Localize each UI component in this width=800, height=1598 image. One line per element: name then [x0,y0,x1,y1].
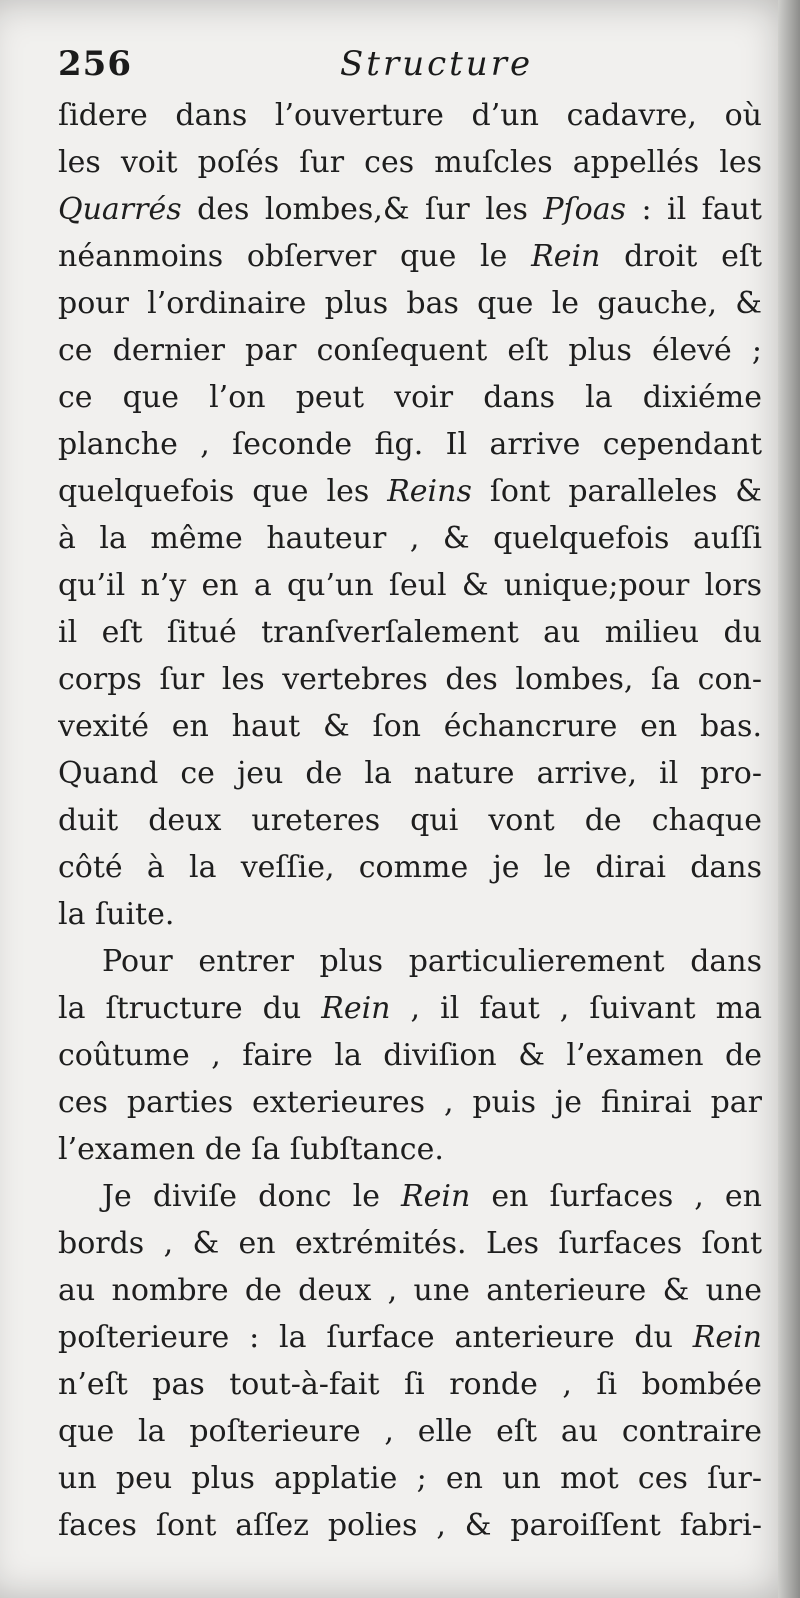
text-segment: ſidere dans l’ouverture d’un cadavre, où [58,98,762,133]
page-number: 256 [58,44,132,84]
text-segment: au nombre de deux , une anterieure & une [58,1273,762,1308]
text-segment: il eſt ſitué tranſverſalement au milieu du [58,615,762,650]
text-segment: un peu plus applatie ; en un mot ces ſur- [58,1461,762,1496]
text-segment: faces ſont aſſez polies , & paroiſſent fabri- [58,1508,762,1543]
text-line [58,1126,762,1173]
text-line [58,1173,762,1220]
text-line [58,1032,762,1079]
text-segment: pour l’ordinaire plus bas que le gauche, & [58,286,762,321]
text-segment: droit eſt [600,239,762,274]
text-line [58,703,762,750]
text-line [58,1220,762,1267]
italic-term: Rein [401,1179,471,1214]
text-segment: l’examen de ſa ſubſtance. [58,1132,444,1167]
text-line [58,92,762,139]
text-segment: à la même hauteur , & quelquefois auſſi [58,521,762,556]
italic-term: Reins [387,474,472,509]
italic-term: Quarrés [58,192,182,227]
text-line [58,280,762,327]
text-segment: , il faut , ſuivant ma [390,991,762,1026]
text-segment: quelquefois que les [58,474,388,509]
text-segment: coûtume , faire la diviſion & l’examen de [58,1038,762,1073]
text-segment: duit deux ureteres qui vont de chaque [58,803,762,838]
running-title: Structure [340,44,534,84]
italic-term: Rein [531,239,601,274]
text-segment: des lombes,& ſur les [181,192,544,227]
text-segment: ces parties exterieures , puis je finirai par [58,1085,762,1120]
page-gutter-shadow [778,0,800,1598]
text-segment: corps ſur les vertebres des lombes, ſa con- [58,662,762,697]
text-segment: côté à la veſſie, comme je le dirai dans [58,850,762,885]
text-segment: la ſuite. [58,897,175,932]
text-line [58,609,762,656]
text-segment: bords , & en extrémités. Les ſurfaces ſont [58,1226,762,1261]
text-line [58,1361,762,1408]
text-segment: : il faut [626,192,762,227]
text-segment: ſont paralleles & [471,474,762,509]
text-segment: les voit poſés ſur ces muſcles appellés les [58,145,762,180]
text-line [58,1267,762,1314]
text-line [58,374,762,421]
page-header [58,44,758,92]
text-segment: poſterieure : la ſurface anterieure du [58,1320,693,1355]
text-segment: ce que l’on peut voir dans la dixiéme [58,380,762,415]
text-line [58,327,762,374]
text-segment: planche , ſeconde fig. Il arrive cependant [58,427,762,462]
text-line [58,515,762,562]
text-segment: la ſtructure du [58,991,322,1026]
text-segment: Quand ce jeu de la nature arrive, il pro- [58,756,762,791]
text-segment: vexité en haut & ſon échancrure en bas. [58,709,762,744]
text-line [58,1455,762,1502]
text-segment: en ſurfaces , en [470,1179,762,1214]
text-line [58,891,762,938]
italic-term: Rein [692,1320,762,1355]
text-line [58,1314,762,1361]
text-line [58,1502,762,1549]
text-segment: que la poſterieure , elle eſt au contraire [58,1414,762,1449]
text-line [58,656,762,703]
text-segment: néanmoins obſerver que le [58,239,532,274]
text-line [58,468,762,515]
text-line [58,562,762,609]
italic-term: Pſoas [543,192,627,227]
body-text [58,92,762,1549]
text-line [58,750,762,797]
text-line [58,1079,762,1126]
text-line [58,1408,762,1455]
text-segment: qu’il n’y en a qu’un ſeul & unique;pour lors [58,568,762,603]
text-segment: Pour entrer plus particulierement dans [102,944,762,979]
text-segment: n’eſt pas tout-à-fait ſi ronde , ſi bombée [58,1367,762,1402]
text-segment: ce dernier par conſequent eſt plus élevé ; [58,333,762,368]
italic-term: Rein [321,991,391,1026]
text-line [58,985,762,1032]
text-line [58,139,762,186]
text-line [58,186,762,233]
text-segment: Je diviſe donc le [102,1179,402,1214]
text-line [58,938,762,985]
text-line [58,233,762,280]
text-line [58,421,762,468]
text-line [58,797,762,844]
text-line [58,844,762,891]
